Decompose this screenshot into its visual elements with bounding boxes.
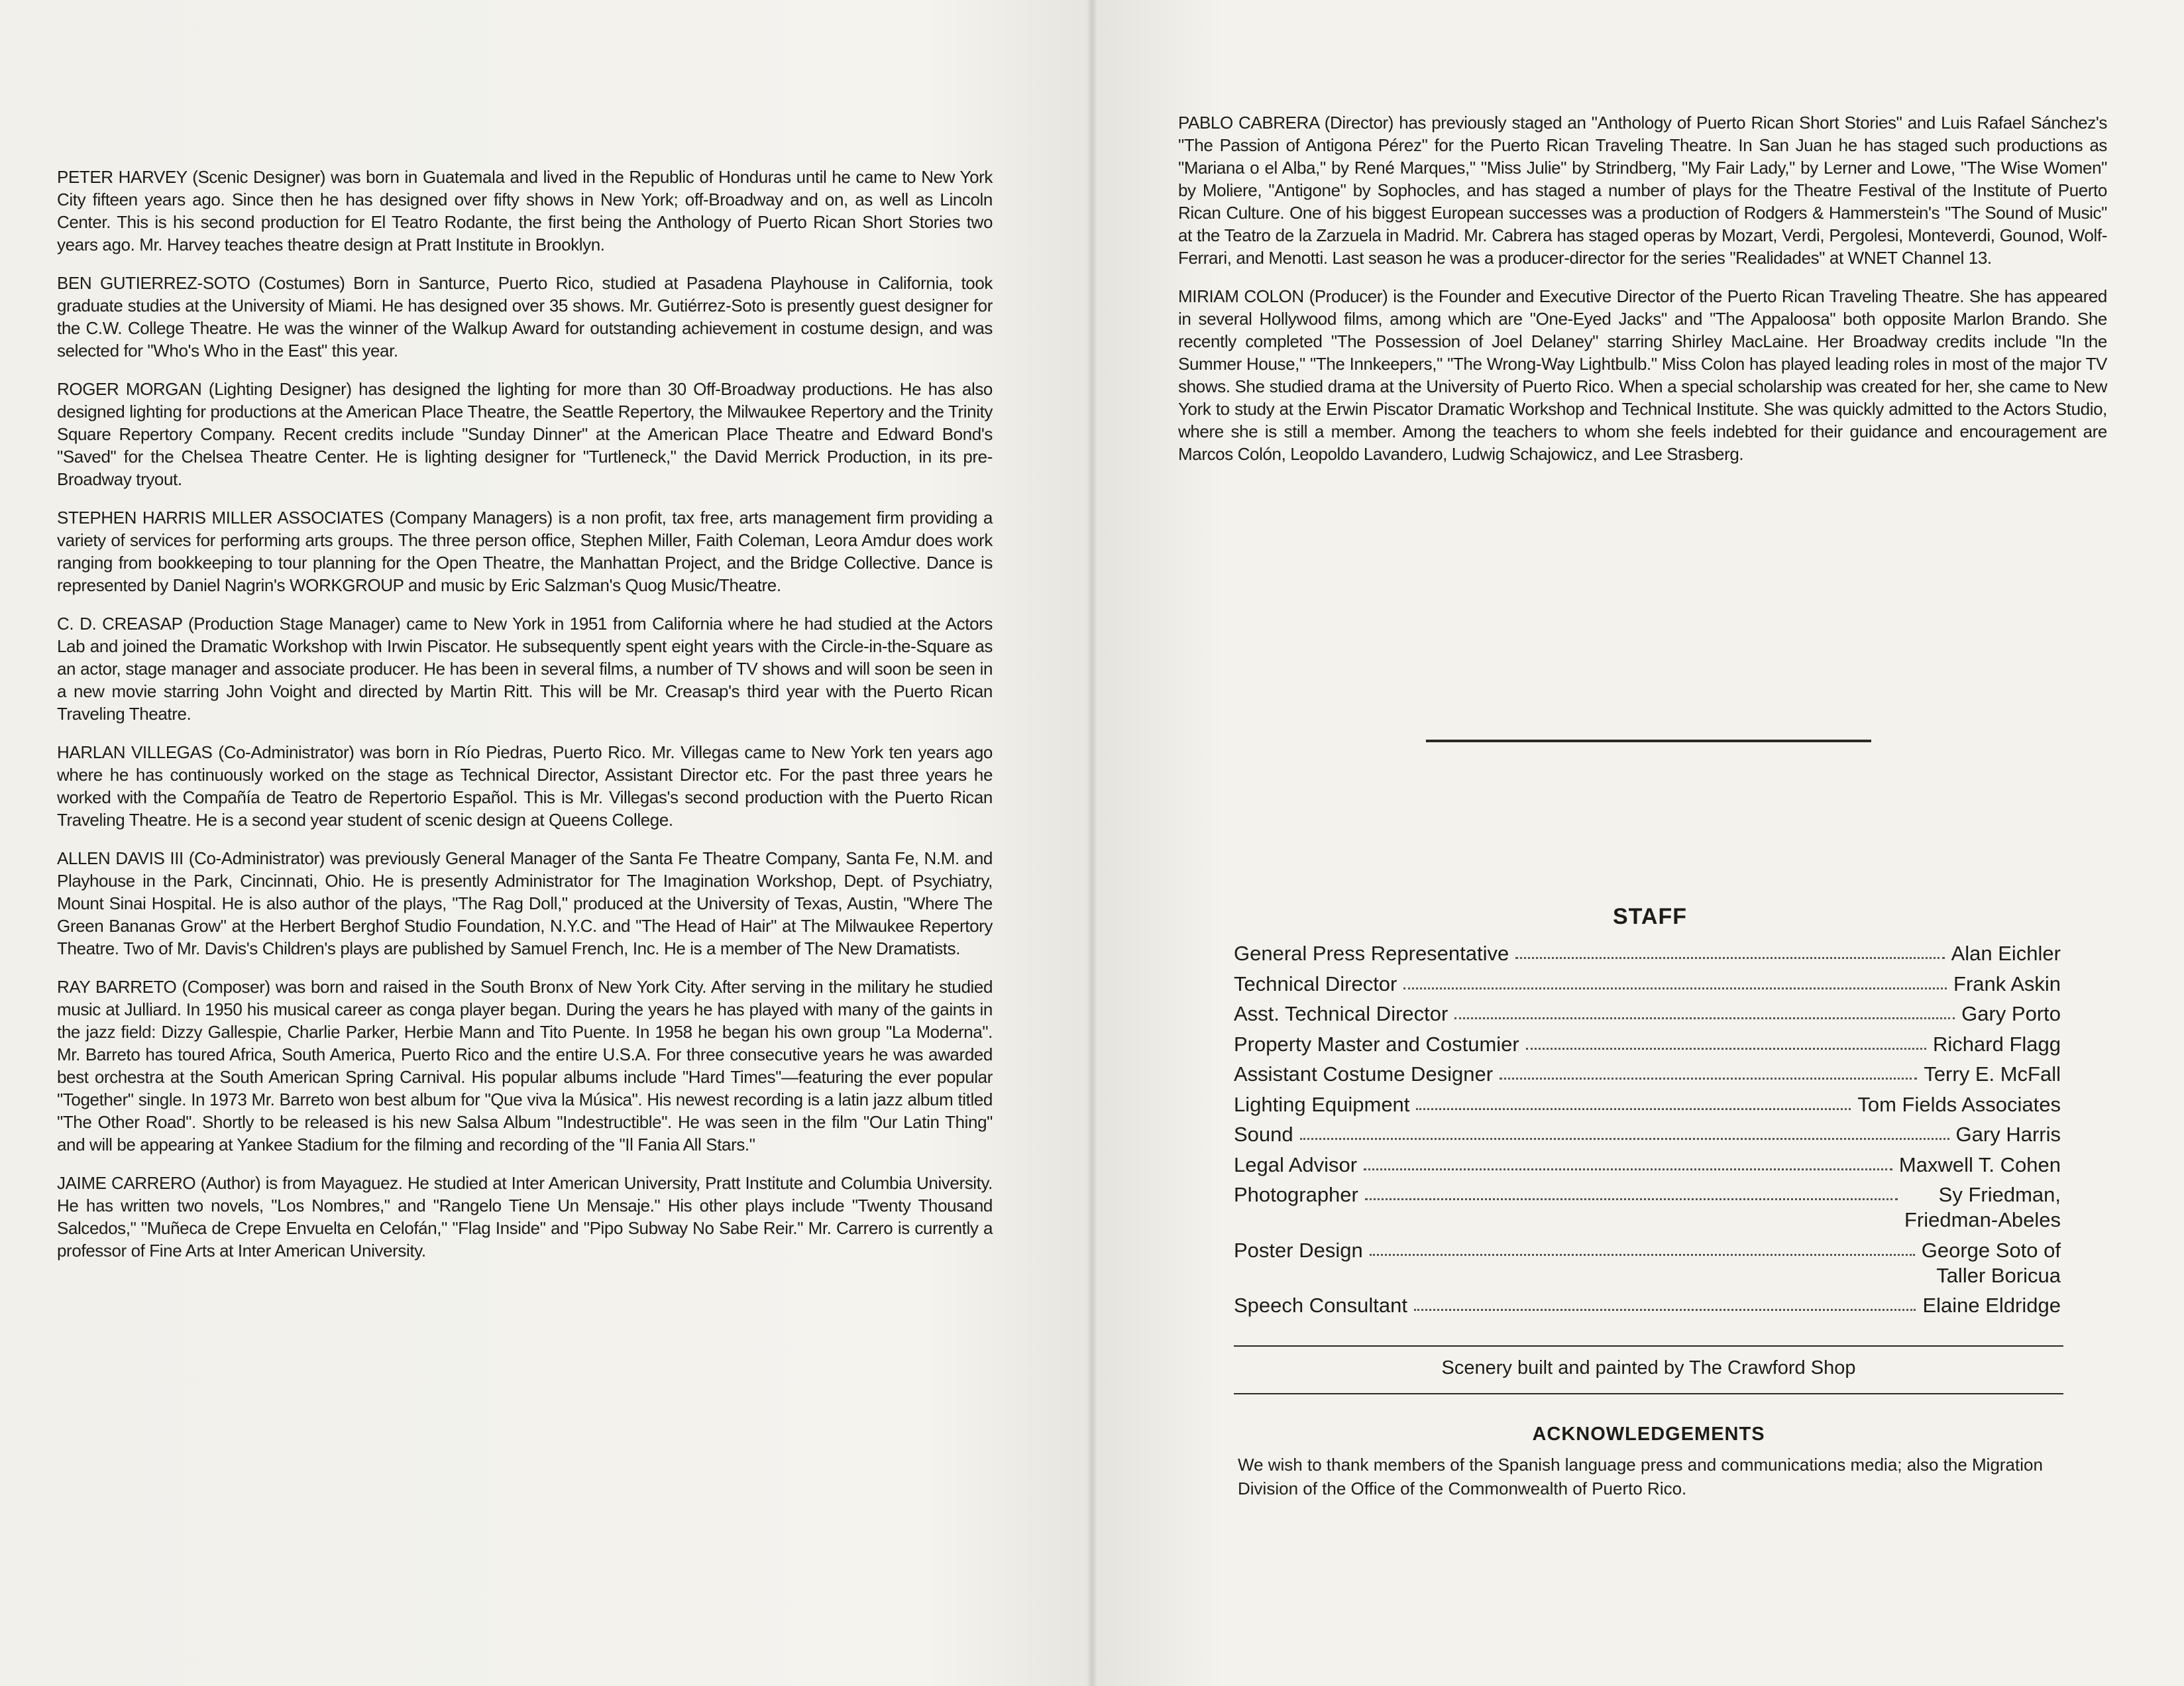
dot-leader — [1414, 1293, 1916, 1311]
staff-name: Elaine Eldridge — [1922, 1294, 2061, 1317]
staff-name: George Soto of Taller Boricua — [1921, 1238, 2061, 1287]
left-bio-column — [57, 166, 993, 1278]
dot-leader — [1370, 1238, 1915, 1256]
bio-allen-davis: ALLEN DAVIS III (Co-Administrator) was previously General Manager of the Santa Fe Theatre Company, Santa Fe, N.M. and Playhouse in the Park, Cincinnati, Ohio. He is presently Administrator for The Imagination Workshop, Dept. of Psychiatry, Mount Sinai Hospital. He is also author of the plays, "The Rag Doll," produced at the University of Texas, Austin, "Where The Green Bananas Grow" at the Herbert Berghof Studio Foundation, N.Y.C. and "The Head of Hair" at The Milwaukee Repertory Theatre. Two of Mr. Davis's Children's plays are published by Samuel French, Inc. He is a member of The New Dramatists. — [57, 848, 993, 958]
staff-name: Sy Friedman, Friedman-Abeles — [1904, 1183, 2061, 1231]
acknowledgements-text: We wish to thank members of the Spanish language press and communications media; also the Migration Division of the Office of the Commonwealth of Puerto Rico. — [1238, 1455, 2043, 1498]
dot-leader — [1454, 1001, 1955, 1019]
dot-leader — [1416, 1092, 1851, 1110]
bio-miriam-colon: MIRIAM COLON (Producer) is the Founder and Executive Director of the Puerto Rican Traveling Theatre. She has appeared in several Hollywood films, among which are "One-Eyed Jacks" and "The Appaloosa" both opposite Marlon Brando. She recently completed "The Possession of Joel Delaney" starring Shirley MacLaine. Her Broadway credits include "In the Summer House," "The Innkeepers," "The Wrong-Way Lightbulb." Miss Colon has played leading roles in most of the major TV shows. She studied drama at the University of Puerto Rico. When a special scholarship was created for her, she came to New York to study at the Erwin Piscator Dramatic Workshop and Technical Institute. She was quickly admitted to the Actors Studio, where she is still a member. Among the teachers to whom she feels indebted for their guidance and encouragement are Marcos Colón, Leopoldo Lavandero, Ludwig Schajowicz, and Lee Strasberg. — [1178, 286, 2107, 464]
dot-leader — [1500, 1062, 1917, 1080]
staff-role: Assistant Costume Designer — [1234, 1062, 1494, 1086]
page-fold — [1087, 0, 1097, 1686]
dot-leader — [1365, 1182, 1898, 1200]
bio-harlan-villegas: HARLAN VILLEGAS (Co-Administrator) was born in Río Piedras, Puerto Rico. Mr. Villegas came to New York ten years ago where he has continuously worked on the stage as Technical Director, Assistant Director etc. For the past three years he worked with the Compañía de Teatro de Repertorio Español. This is Mr. Villegas's second production with the Puerto Rican Traveling Theatre. He is a second year student of scenic design at Queens College. — [57, 742, 993, 830]
dot-leader — [1300, 1122, 1949, 1140]
bio-roger-morgan: ROGER MORGAN (Lighting Designer) has designed the lighting for more than 30 Off-Broadway productions. He has also designed lighting for productions at the American Place Theatre, the Seattle Repertory, the Milwaukee Repertory and the Trinity Square Repertory Company. Recent credits include "Sunday Dinner" at the American Place Theatre and Edward Bond's "Saved" for the Chelsea Theatre Center. He is lighting designer for "Turtleneck," the David Merrick Production, in its pre-Broadway tryout. — [57, 379, 993, 489]
staff-name: Maxwell T. Cohen — [1898, 1152, 2061, 1176]
scenery-credit: Scenery built and painted by The Crawford Shop — [1441, 1357, 1856, 1378]
acknowledgements-heading: ACKNOWLEDGEMENTS — [1532, 1424, 1765, 1445]
staff-role: Legal Advisor — [1234, 1152, 1358, 1176]
staff-role: General Press Representative — [1234, 942, 1509, 965]
staff-name: Tom Fields Associates — [1857, 1092, 2061, 1116]
bio-pablo-cabrera: PABLO CABRERA (Director) has previously staged an "Anthology of Puerto Rican Short Stories" and Luis Rafael Sánchez's "The Passion of Antigona Pérez" for the Puerto Rican Traveling Theatre. In San Juan he has staged such productions as "Mariana o el Alba," by René Marques," "Miss Julie" by Strindberg, "My Fair Lady," by Lerner and Lowe, "The Wise Women" by Moliere, "Antigone" by Sophocles, and has staged a number of plays for the Theatre Festival of the Institute of Puerto Rican Culture. One of his biggest European successes was a production of Rodgers & Hammerstein's "The Sound of Music" at the Teatro de la Zarzuela in Madrid. Mr. Cabrera has staged operas by Mozart, Verdi, Pergolesi, Monteverdi, Gounod, Wolf-Ferrari, and Menotti. Last season he was a producer-director for the series "Realidades" at WNET Channel 13. — [1178, 113, 2107, 268]
staff-role: Property Master and Costumier — [1234, 1032, 1519, 1056]
staff-row — [1234, 1092, 2061, 1117]
section-divider — [1426, 740, 1871, 742]
bio-jaime-carrero: JAIME CARRERO (Author) is from Mayaguez. He studied at Inter American University, Pratt Institute and Columbia University. He has written two novels, "Los Nombres," and "Rangelo Tiene Un Mensaje." His other plays include "Twenty Thousand Salcedos," "Muñeca de Crepe Envuelta en Celofán," "Flag Inside" and "Pipo Subway No Sabe Reir." Mr. Carrero is currently a professor of Fine Arts at Inter American University. — [57, 1173, 993, 1261]
bio-ray-barreto: RAY BARRETO (Composer) was born and raised in the South Bronx of New York City. After serving in the military he studied music at Julliard. In 1950 his musical career as conga player began. During the years he has played with many of the gaints in the jazz field: Dizzy Gallespie, Charlie Parker, Herbie Mann and Tito Puente. In 1958 he began his own group "La Moderna". Mr. Barreto has toured Africa, South America, Puerto Rico and the entire U.S.A. For three consecutive years he was awarded best orchestra at the South American Spring Carnival. His popular albums include "Hard Times"—featuring the ever popular "Together" single. In 1973 Mr. Barreto won best album for "Que viva la Música". His newest recording is a latin jazz album titled "The Other Road". Shortly to be released is his new Salsa Album "Indestructible". He was seen in the film "Our Latin Thing" and will be appearing at Yankee Stadium for the filming and recording of the "Il Fania All Stars." — [57, 977, 993, 1154]
staff-row — [1234, 1152, 2061, 1178]
staff-heading: STAFF — [1612, 904, 1687, 929]
staff-name: Alan Eichler — [1951, 942, 2061, 965]
bio-ben-gutierrez-soto: BEN GUTIERREZ-SOTO (Costumes) Born in Santurce, Puerto Rico, studied at Pasadena Playhouse in California, took graduate studies at the University of Miami. He has designed over 35 shows. Mr. Gutiérrez-Soto is presently guest designer for the C.W. College Theatre. He was the winner of the Walkup Award for outstanding achievement in costume design, and was selected for "Who's Who in the East" this year. — [57, 273, 993, 361]
staff-row — [1234, 1293, 2061, 1318]
staff-list — [1234, 941, 2061, 1323]
staff-name: Frank Askin — [1953, 972, 2061, 995]
dot-leader — [1515, 941, 1944, 959]
staff-role: Lighting Equipment — [1234, 1092, 1410, 1116]
bio-stephen-harris-miller: STEPHEN HARRIS MILLER ASSOCIATES (Company Managers) is a non profit, tax free, arts management firm providing a variety of services for performing arts groups. The three person office, Stephen Miller, Faith Coleman, Leora Amdur does work ranging from bookkeeping to tour planning for the Open Theatre, the Manhattan Project, and the Bridge Collective. Dance is represented by Daniel Nagrin's WORKGROUP and music by Eric Salzman's Quog Music/Theatre. — [57, 508, 993, 595]
staff-role: Asst. Technical Director — [1234, 1002, 1448, 1025]
staff-name: Terry E. McFall — [1924, 1062, 2061, 1086]
staff-row — [1234, 1182, 2061, 1233]
staff-row — [1234, 972, 2061, 997]
staff-row — [1234, 1062, 2061, 1087]
staff-name: Richard Flagg — [1933, 1032, 2061, 1056]
staff-row — [1234, 1032, 2061, 1057]
staff-role: Photographer — [1234, 1183, 1358, 1206]
staff-role: Technical Director — [1234, 972, 1397, 995]
scenery-rule-top — [1234, 1345, 2063, 1347]
staff-role: Sound — [1234, 1123, 1293, 1146]
bio-peter-harvey: PETER HARVEY (Scenic Designer) was born in Guatemala and lived in the Republic of Honduras until he came to New York City fifteen years ago. Since then he has designed over fifty shows in New York; off-Broadway and on, as well as Lincoln Center. This is his second production for El Teatro Rodante, the first being the Anthology of Puerto Rican Short Stories two years ago. Mr. Harvey teaches theatre design at Pratt Institute in Brooklyn. — [57, 167, 993, 254]
staff-name: Gary Harris — [1955, 1123, 2061, 1146]
staff-name: Gary Porto — [1961, 1002, 2061, 1025]
staff-role: Speech Consultant — [1234, 1294, 1407, 1317]
staff-row — [1234, 1122, 2061, 1147]
dot-leader — [1526, 1032, 1926, 1050]
staff-row — [1234, 1238, 2061, 1288]
dot-leader — [1403, 972, 1947, 989]
staff-row — [1234, 1001, 2061, 1027]
staff-role: Poster Design — [1234, 1238, 1363, 1262]
bio-cd-creasap: C. D. CREASAP (Production Stage Manager) came to New York in 1951 from California where he had studied at the Actors Lab and joined the Dramatic Workshop with Irwin Piscator. He subsequently spent eight years with the Circle-in-the-Square as an actor, stage manager and associate producer. He has been in several films, a number of TV shows and will soon be seen in a new movie starring John Voight and directed by Martin Ritt. This will be Mr. Creasap's third year with the Puerto Rican Traveling Theatre. — [57, 614, 993, 724]
right-bio-column — [1178, 111, 2107, 481]
dot-leader — [1364, 1152, 1892, 1170]
scenery-rule-bottom — [1234, 1393, 2063, 1394]
staff-row — [1234, 941, 2061, 966]
